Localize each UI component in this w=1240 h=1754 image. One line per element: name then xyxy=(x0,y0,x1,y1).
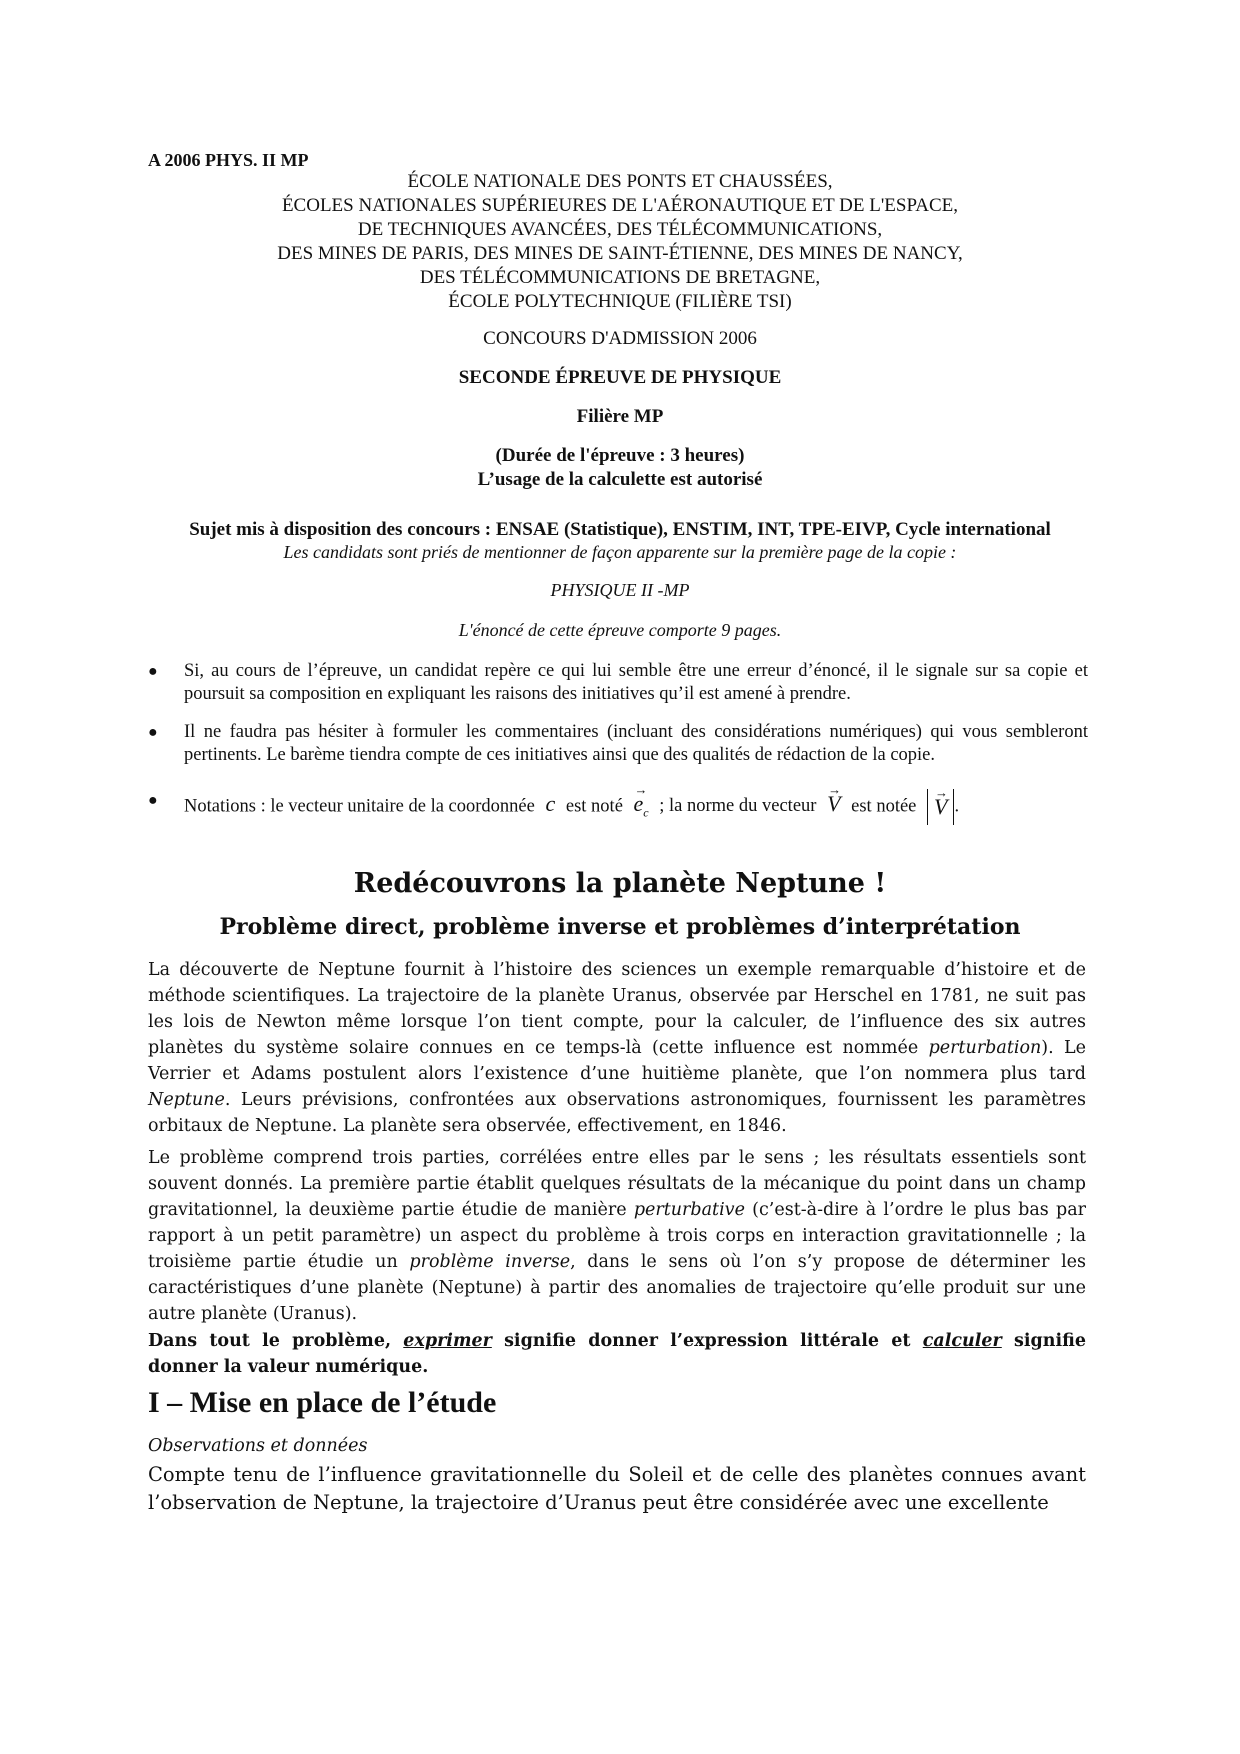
list-item xyxy=(148,789,1088,825)
underlined-term: calculer xyxy=(922,1331,1002,1351)
emphasis: Neptune xyxy=(148,1090,225,1110)
structure-paragraph xyxy=(148,1145,1086,1327)
definitions-paragraph xyxy=(148,1328,1086,1380)
text-run: Le problème comprend trois parties, corrélées entre elles par le sens ; les résultats essentiels sont souvent donnés. La première partie établit quelques résultats de la mécanique du point dans un champ gravitationnel, la deuxième partie étudie de manière xyxy=(148,1148,1086,1220)
text-run: . Leurs prévisions, confrontées aux observations astronomiques, fournissent les paramètres orbitaux de Neptune. La planète sera observée, effectivement, en 1846. xyxy=(148,1090,1086,1136)
school-line: ÉCOLES NATIONALES SUPÉRIEURES DE L'AÉRONAUTIQUE ET DE L'ESPACE, xyxy=(281,195,959,216)
concours-title: CONCOURS D'ADMISSION 2006 xyxy=(483,328,757,349)
notation-end: . xyxy=(954,796,960,817)
vector-norm xyxy=(927,789,954,825)
text-run: Dans tout le problème, xyxy=(148,1331,404,1351)
candidates-instruction: Les candidats sont priés de mentionner de façon apparente sur la première page de la copie : xyxy=(283,542,957,562)
notation-text: est noté xyxy=(565,796,623,817)
school-line: DES MINES DE PARIS, DES MINES DE SAINT-ÉTIENNE, DES MINES DE NANCY, xyxy=(277,243,963,264)
emphasis: perturbation xyxy=(928,1038,1042,1058)
unit-vector-letter: e xyxy=(633,791,644,817)
copy-mention: PHYSIQUE II -MP xyxy=(550,580,690,600)
notation-text: Notations : le vecteur unitaire de la coordonnée xyxy=(184,796,535,817)
text-run: , dans le sens où l’on s’y propose de déterminer les caractéristiques d’une planète (Neptune) à partir des anomalies de trajectoire qu’elle produit sur une autre planète (Uranus). xyxy=(148,1252,1086,1324)
text-run: La découverte de Neptune fournit à l’histoire des sciences un exemple remarquable d’histoire et de méthode scientifiques. La trajectoire de la planète Uranus, observée par Herschel en 1781, ne suit pas les lois de Newton même lorsque l’on tient compte, pour la calculer, de l’influence des six autres planètes du système solaire connues en ce temps-là (cette influence est nommée xyxy=(148,960,1086,1058)
text-run: ). Le Verrier et Adams postulent alors l’existence d’une huitième planète, que l’on nommera plus tard xyxy=(148,1038,1086,1084)
problem-subtitle: Problème direct, problème inverse et problèmes d’interprétation xyxy=(219,914,1021,940)
list-item xyxy=(148,721,1088,767)
schools-list xyxy=(0,170,1240,314)
vector-letter: V xyxy=(827,791,841,817)
duration-label: (Durée de l'épreuve : 3 heures) xyxy=(495,445,745,466)
notation-text: ; la norme du vecteur xyxy=(659,796,817,817)
coordinate-symbol: c xyxy=(545,791,556,817)
school-line: ÉCOLE POLYTECHNIQUE (FILIÈRE TSI) xyxy=(448,291,792,312)
subsection-heading: Observations et données xyxy=(148,1436,368,1456)
instructions-list xyxy=(148,660,1088,840)
filiere-label: Filière MP xyxy=(576,406,664,427)
exam-code: A 2006 PHYS. II MP xyxy=(148,150,309,170)
page-count-note: L'énoncé de cette épreuve comporte 9 pages. xyxy=(458,620,782,640)
bullet-icon: ● xyxy=(148,724,158,741)
calculator-note: L’usage de la calculette est autorisé xyxy=(477,469,763,490)
intro-paragraph xyxy=(148,957,1086,1139)
text-run: (c’est-à-dire à l’ordre le plus bas par rapport à un petit paramètre) un aspect du problème à trois corps en interaction gravitationnelle ; la troisième partie étudie un xyxy=(148,1200,1086,1272)
list-item xyxy=(148,660,1088,706)
text-run: signifie donner l’expression littérale et xyxy=(491,1331,923,1351)
bullet-icon: ● xyxy=(148,663,158,680)
vector-symbol xyxy=(827,792,840,815)
subject-availability: Sujet mis à disposition des concours : ENSAE (Statistique), ENSTIM, INT, TPE-EIVP, Cycle international xyxy=(189,519,1051,540)
observations-paragraph: Compte tenu de l’influence gravitationnelle du Soleil et de celle des planètes connues avant l’observation de Neptune, la trajectoire d’Uranus peut être considérée avec une excellente xyxy=(148,1463,1086,1514)
bullet-icon: ● xyxy=(148,792,158,809)
emphasis: perturbative xyxy=(633,1200,745,1220)
vector-symbol xyxy=(934,789,947,825)
epreuve-title: SECONDE ÉPREUVE DE PHYSIQUE xyxy=(458,367,782,388)
text-run: signifie donner la valeur numérique. xyxy=(148,1331,1086,1377)
instruction-text: Si, au cours de l’épreuve, un candidat repère ce qui lui semble être une erreur d’énoncé, il le signale sur sa copie et poursuit sa composition en expliquant les raisons des initiatives qu’il est amené à prendre. xyxy=(184,661,1088,704)
unit-vector-subscript: c xyxy=(643,805,649,820)
school-line: DES TÉLÉCOMMUNICATIONS DE BRETAGNE, xyxy=(419,267,821,288)
vector-letter: V xyxy=(934,794,948,819)
section-heading: I – Mise en place de l’étude xyxy=(148,1386,497,1419)
problem-title: Redécouvrons la planète Neptune ! xyxy=(353,868,887,899)
unit-vector-symbol xyxy=(634,792,644,815)
school-line: ÉCOLE NATIONALE DES PONTS ET CHAUSSÉES, xyxy=(407,171,833,192)
notation-text: est notée xyxy=(851,796,917,817)
school-line: DE TECHNIQUES AVANCÉES, DES TÉLÉCOMMUNICATIONS, xyxy=(357,219,883,240)
emphasis: problème inverse xyxy=(409,1252,571,1272)
underlined-term: exprimer xyxy=(403,1331,492,1351)
instruction-text: Il ne faudra pas hésiter à formuler les commentaires (incluant des considérations numériques) qui vous sembleront pertinents. Le barème tiendra compte de ces initiatives ainsi que des qualités de rédaction de la copie. xyxy=(184,722,1088,765)
